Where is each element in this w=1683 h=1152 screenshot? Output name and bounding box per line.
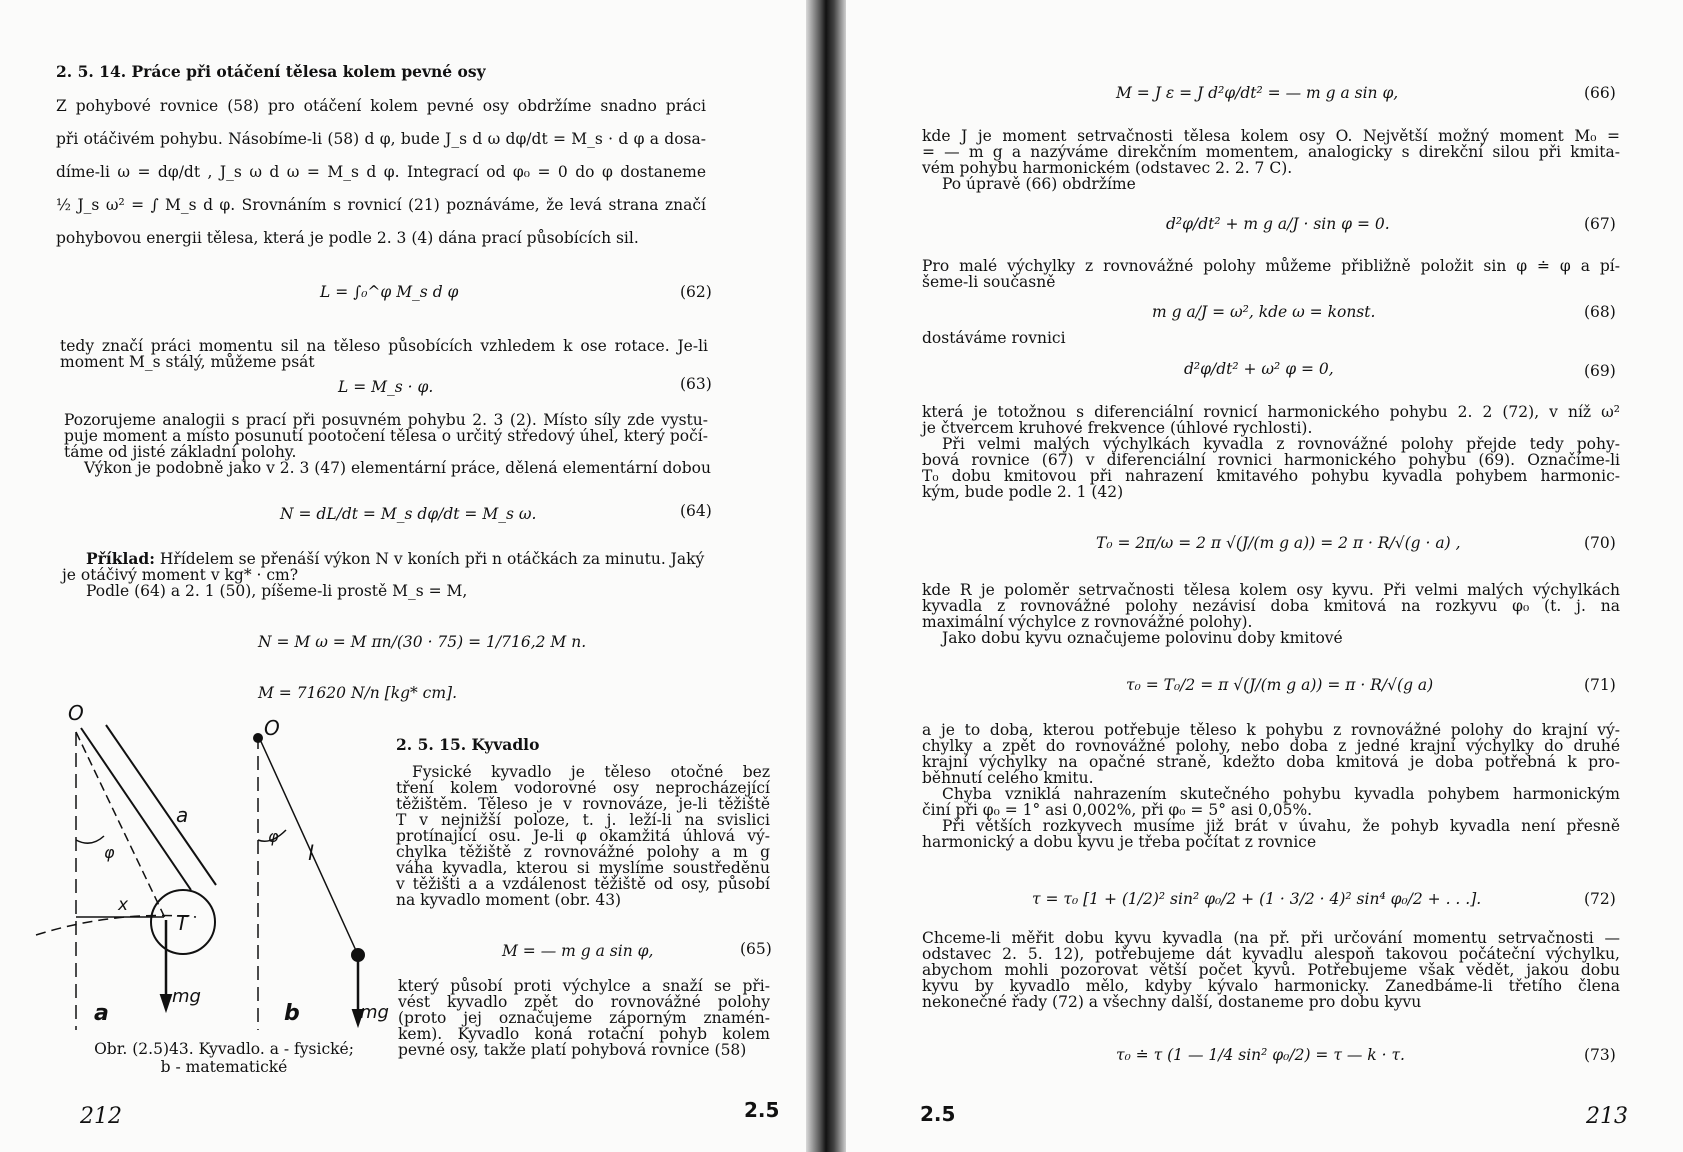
equation-72: τ = τ₀ [1 + (1/2)² sin² φ₀/2 + (1 · 3/2 · 4)² sin⁴ φ₀/2 + . . .].	[1032, 890, 1482, 908]
left-line: pohybovou energii tělesa, která je podle 2. 3 (4) dána prací působících sil.	[56, 229, 639, 247]
figure-label-x: x	[118, 895, 129, 915]
equation-number-72: (72)	[1584, 890, 1616, 908]
right-line: Při větších rozkyvech musíme již brát v úvahu, že pohyb kyvadla není přesně	[942, 817, 1620, 835]
right-line: která je totožnou s diferenciální rovnicí harmonického pohybu 2. 2 (72), v níž ω²	[922, 403, 1620, 421]
right-line: Chyba vzniklá nahrazením skutečného pohybu kyvadla pohybem harmonickým	[942, 785, 1620, 803]
page-number-left: 212	[80, 1104, 122, 1129]
equation-number-73: (73)	[1584, 1046, 1616, 1064]
kyvadlo-line: v těžišti a a vzdálenost těžiště od osy, působí	[396, 875, 770, 893]
kyvadlo-line: tření kolem vodorovné osy neprocházející	[396, 779, 770, 797]
section-mark-left: 2.5	[744, 1098, 780, 1122]
right-paragraph-2	[922, 258, 1620, 290]
kyvadlo-paragraph-2	[398, 978, 770, 1058]
pendulum-figure	[36, 701, 389, 1030]
equation-65: M = — m g a sin φ,	[502, 942, 654, 960]
kyvadlo-paragraph-1	[396, 764, 770, 908]
equation-64: N = dL/dt = M_s dφ/dt = M_s ω.	[280, 505, 537, 523]
page-number-right: 213	[1586, 1104, 1628, 1129]
right-line: Chceme-li měřit dobu kyvu kyvadla (na př. při určování momentu setrvačnosti —	[922, 929, 1620, 947]
equation-62: L = ∫₀^φ M_s d φ	[320, 283, 459, 301]
equation-number-71: (71)	[1584, 676, 1616, 694]
example-line: je otáčivý moment v kg* · cm?	[62, 566, 299, 584]
equation-number-62: (62)	[680, 283, 712, 301]
left-line: táme od jisté základní polohy.	[64, 443, 297, 461]
left-line: Z pohybové rovnice (58) pro otáčení kolem pevné osy obdržíme snadno práci	[56, 97, 706, 115]
figure-label-a: a	[176, 803, 189, 827]
right-line: abychom mohli pozorovat větší počet kyvů. Potřebujeme však vědět, jakou dobu	[922, 961, 1620, 979]
section-title-2-5-14: 2. 5. 14. Práce při otáčení tělesa kolem pevné osy	[56, 62, 486, 81]
right-line: a je to doba, kterou potřebuje těleso k pohybu z rovnovážné polohy do krajní vý-	[922, 721, 1620, 739]
right-line: chylky a zpět do rovnovážné polohy, nebo doba z jedné krajní výchylky do druhé	[922, 737, 1620, 755]
equation-67: d²φ/dt² + m g a/J · sin φ = 0.	[1166, 215, 1390, 233]
equation-example-2: M = 71620 N/n [kg* cm].	[258, 684, 458, 702]
left-line: ½ J_s ω² = ∫ M_s d φ. Srovnáním s rovnicí (21) poznáváme, že levá strana značí	[56, 196, 706, 214]
book-gutter	[806, 0, 846, 1152]
kyvadlo-line: (proto jej označujeme záporným znamén-	[398, 1009, 770, 1027]
equation-68: m g a/J = ω², kde ω = konst.	[1152, 303, 1376, 321]
right-line: kde J je moment setrvačnosti tělesa kolem osy O. Největší možný moment M₀ =	[922, 127, 1620, 145]
right-line: činí při φ₀ = 1° asi 0,002%, při φ₀ = 5° asi 0,05%.	[922, 801, 1313, 819]
equation-71: τ₀ = T₀/2 = π √(J/(m g a)) = π · R/√(g a)	[1126, 676, 1434, 694]
figure-label-mg-b: mg	[360, 1002, 389, 1023]
equation-number-68: (68)	[1584, 303, 1616, 321]
right-line: odstavec 2. 5. 12), potřebujeme dát kyvadlu alespoň takovou počáteční výchylku,	[922, 945, 1620, 963]
right-line: bová rovnice (67) v diferenciální rovnici harmonického pohybu (69). Označíme-li	[922, 451, 1620, 469]
right-line: Po úpravě (66) obdržíme	[942, 175, 1136, 193]
left-line: Pozorujeme analogii s prací při posuvném pohybu 2. 3 (2). Místo síly zde vystu-	[64, 411, 708, 429]
figure-label-mg-a: mg	[172, 986, 201, 1007]
equation-70: T₀ = 2π/ω = 2 π √(J/(m g a)) = 2 π · R/√(g · a) ,	[1096, 534, 1461, 552]
example-block	[62, 551, 708, 599]
right-line: Při velmi malých výchylkách kyvadla z rovnovážné polohy přejde tedy pohy-	[942, 435, 1620, 453]
kyvadlo-line: váha kyvadla, kterou si myslíme soustředěnu	[396, 859, 770, 877]
example-line: Podle (64) a 2. 1 (50), píšeme-li prostě M_s = M,	[86, 582, 468, 600]
section-mark-right: 2.5	[920, 1102, 956, 1126]
figure-sub-b: b	[284, 1001, 300, 1026]
right-line: maximální výchylce z rovnovážné polohy).	[922, 613, 1253, 631]
left-line: díme-li ω = dφ/dt , J_s ω d ω = M_s d φ. Integrací od φ₀ = 0 do φ dostaneme	[56, 163, 706, 181]
kyvadlo-line: protínající osu. Je-li φ okamžitá úhlová vý-	[396, 827, 770, 845]
right-line: je čtvercem kruhové frekvence (úhlové rychlosti).	[922, 419, 1313, 437]
equation-example-1: N = M ω = M πn/(30 · 75) = 1/716,2 M n.	[258, 633, 587, 651]
right-line: šeme-li současně	[922, 273, 1056, 291]
right-line: = — m g a nazýváme direkčním momentem, analogicky s direkční silou při kmita-	[922, 143, 1620, 161]
left-paragraph-2	[60, 338, 708, 370]
left-line: tedy značí práci momentu sil na těleso působících vzhledem k ose rotace. Je-li	[60, 337, 708, 355]
left-line: Výkon je podobně jako v 2. 3 (47) elementární práce, dělená elementární dobou	[84, 459, 711, 477]
figure-label-T: T	[176, 911, 189, 935]
figure-label-l: l	[308, 841, 314, 865]
right-paragraph-4	[922, 404, 1620, 500]
kyvadlo-line: Fysické kyvadlo je těleso otočné bez	[412, 763, 770, 781]
equation-number-66: (66)	[1584, 84, 1616, 102]
figure-label-phi-b: φ	[268, 827, 279, 846]
left-paragraph-3	[64, 411, 711, 477]
right-text-3: dostáváme rovnici	[922, 329, 1066, 347]
right-line: kyvadla z rovnovážné polohy nezávisí doba kmitová na rozkyvu φ₀ (t. j. na	[922, 597, 1620, 615]
left-paragraph-1	[56, 98, 706, 246]
kyvadlo-line: kem). Kyvadlo koná rotační pohyb kolem	[398, 1025, 770, 1043]
equation-66: M = J ε = J d²φ/dt² = — m g a sin φ,	[1116, 84, 1399, 102]
right-line: kým, bude podle 2. 1 (42)	[922, 483, 1124, 501]
equation-73: τ₀ ≐ τ (1 — 1/4 sin² φ₀/2) = τ — k · τ.	[1116, 1046, 1405, 1064]
example-line: Hřídelem se přenáší výkon N v koních při n otáčkách za minutu. Jaký	[159, 550, 705, 568]
kyvadlo-line: vést kyvadlo zpět do rovnovážné polohy	[398, 993, 770, 1011]
kyvadlo-line: chylka těžiště z rovnovážné polohy a m g	[396, 843, 770, 861]
equation-number-65: (65)	[740, 940, 772, 958]
right-line: Pro malé výchylky z rovnovážné polohy můžeme přibližně položit sin φ ≐ φ a pí-	[922, 257, 1620, 275]
figure-caption-line: b - matematické	[160, 1058, 288, 1076]
right-line: Jako dobu kyvu označujeme polovinu doby kmitové	[942, 629, 1343, 647]
kyvadlo-line: T v nejnižší poloze, t. j. leží-li na svislici	[396, 811, 770, 829]
equation-69: d²φ/dt² + ω² φ = 0,	[1184, 360, 1334, 378]
right-line: krajní výchylky na opačné straně, kdežto doba kmitová je doba potřebná k pro-	[922, 753, 1620, 771]
right-paragraph-6	[922, 722, 1620, 850]
right-page	[846, 0, 1683, 1152]
equation-number-64: (64)	[680, 502, 712, 520]
equation-number-63: (63)	[680, 375, 712, 393]
equation-63: L = M_s · φ.	[338, 378, 434, 396]
section-title-2-5-15: 2. 5. 15. Kyvadlo	[396, 735, 540, 754]
kyvadlo-line: na kyvadlo moment (obr. 43)	[396, 891, 622, 909]
kyvadlo-line: pevné osy, takže platí pohybová rovnice (58)	[398, 1041, 747, 1059]
left-line: moment M_s stálý, můžeme psát	[60, 353, 315, 371]
right-line: T₀ dobu kmitovou při nahrazení kmitavého pohybu kyvadla pohybem harmonic-	[922, 467, 1620, 485]
example-label: Příklad:	[86, 549, 155, 568]
right-line: nekonečné řady (72) a všechny další, dostaneme pro dobu kyvu	[922, 993, 1422, 1011]
right-line: harmonický a dobu kyvu je třeba počítat z rovnice	[922, 833, 1317, 851]
figure-label-O-a: O	[68, 701, 84, 725]
left-line: puje moment a místo posunutí pootočení tělesa o určitý středový úhel, který počí-	[64, 427, 708, 445]
right-paragraph-5	[922, 582, 1620, 646]
kyvadlo-line: který působí proti výchylce a snaží se při-	[398, 977, 770, 995]
figure-label-phi-a: φ	[104, 843, 115, 862]
right-paragraph-7	[922, 930, 1620, 1010]
equation-number-67: (67)	[1584, 215, 1616, 233]
figure-label-O-b: O	[264, 716, 280, 740]
right-line: vém pohybu harmonickém (odstavec 2. 2. 7 C).	[922, 159, 1293, 177]
kyvadlo-line: těžištěm. Těleso je v rovnováze, je-li těžiště	[396, 795, 770, 813]
figure-caption	[58, 1040, 390, 1076]
equation-number-69: (69)	[1584, 362, 1616, 380]
left-line: při otáčivém pohybu. Násobíme-li (58) d φ, bude J_s d ω dφ/dt = M_s · d φ a dosa-	[56, 130, 706, 148]
right-line: běhnutí celého kmitu.	[922, 769, 1094, 787]
right-paragraph-1	[922, 128, 1620, 192]
figure-sub-a: a	[94, 1001, 109, 1026]
figure-caption-line: Obr. (2.5)43. Kyvadlo. a - fysické;	[94, 1040, 354, 1058]
right-line: kyvu by kyvadlo mělo, kdyby kývalo harmonicky. Zanedbáme-li třetího člena	[922, 977, 1620, 995]
equation-number-70: (70)	[1584, 534, 1616, 552]
left-page	[0, 0, 806, 1152]
right-line: kde R je poloměr setrvačnosti tělesa kolem osy kyvu. Při velmi malých výchylkách	[922, 581, 1620, 599]
